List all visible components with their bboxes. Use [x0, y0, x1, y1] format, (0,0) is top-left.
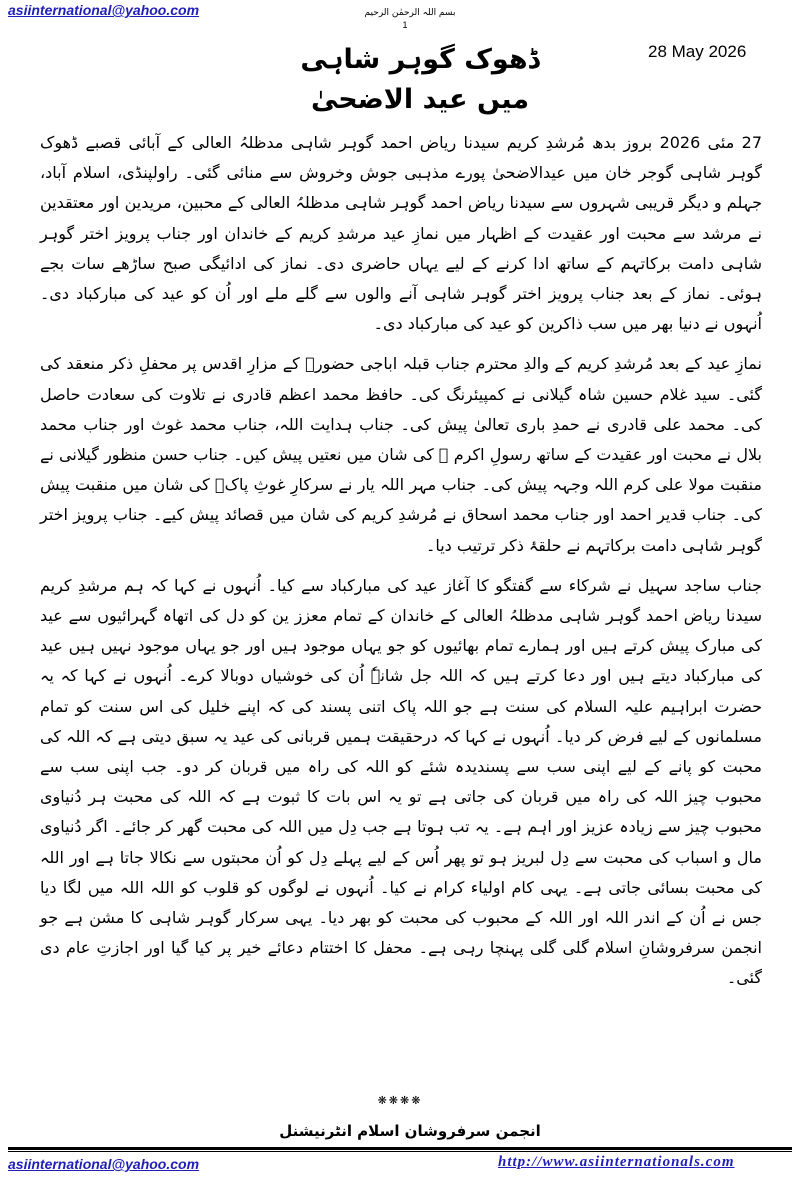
paragraph-speech: جناب ساجد سہیل نے شرکاء سے گفتگو کا آغاز عید کی مبارکباد سے کیا۔ اُنہوں نے کہا کہ ہم مرشدِ کریم سیدنا ریاض احمد گوہر شاہی مدظلہُ العالی کے خاندان کے تمام معزز ین کو دل کی اتھاہ گہرائیوں سے عید کی مبارک پیش کرتے ہیں اور ہمارے تمام بھائیوں کو جو یہاں موجود ہیں اور جو یہاں موجود نہیں ہیں عید کی مبارکباد دیتے ہیں اور دعا کرتے ہیں کہ اللہ جل شانہٗ اُن کی خوشیاں دوبالا کرے۔ اُنہوں نے کہا کہ یہ حضرت ابراہیم علیہ السلام کی سنت ہے جو اللہ پاک اتنی پسند کی کہ اپنے خلیل کی اس سنت کو تمام مسلمانوں کے لیے فرض کر دیا۔ اُنہوں نے کہا کہ درحقیقت ہمیں قربانی کی عید یہ سبق دیتی ہے کہ اللہ کی محبت کو پانے کے لیے اپنی سب سے پسندیدہ شئے کو اللہ کی راہ میں قربان کر دو۔ جب اپنی سب سے محبوب چیز اللہ کی راہ میں قربان کی جاتی ہے تو یہ اس بات کا ثبوت ہے کہ اللہ کی محبت ہر دُنیاوی محبوب چیز سے زیادہ عزیز اور اہم ہے۔ یہ تب ہوتا ہے جب دِل میں اللہ کی محبت گھر کر جائے۔ اگر دُنیاوی مال و اسباب کی محبت سے دِل لبریز ہو تو پھر اُس کے لیے پہلے دِل کو اُن محبتوں سے نکالا جاتا ہے اور اللہ کی محبت بسائی جاتی ہے۔ یہی کام اولیاء کرام نے کیا۔ اُنہوں نے لوگوں کو قلوب کو اللہ اللہ میں لگا دیا جس نے اُن کے اندر اللہ اور اللہ کے محبوب کی محبت کو بھر دیا۔ یہی سرکار گوہر شاہی کا مشن ہے جو انجمن سرفروشانِ اسلام گلی گلی پہنچا رہی ہے۔ محفل کا اختتام دعائے خیر پر کیا گیا اور اجازتِ عام دی گئی۔ [40, 575, 763, 988]
article-date: 28 May 2026 [648, 42, 747, 61]
paragraph-zikr-gathering: نمازِ عید کے بعد مُرشدِ کریم کے والدِ محترم جناب قبلہ اباجی حضورؒ کے مزارِ اقدس پر محفلِ ذکر منعقد کی گئی۔ سید غلام حسین شاہ گیلانی نے کمپیئرنگ کی۔ حافظ محمد اعظم قادری نے تلاوت کی سعادت حاصل کی۔ محمد علی قادری نے حمدِ باری تعالیٰ پیش کی۔ جناب ہدایت اللہ، جناب محمد غوث اور جناب محمد بلال نے محبت اور عقیدت کے ساتھ رسولِ اکرم ﷺ کی شان میں نعتیں پیش کیں۔ جناب حسن منظور گیلانی نے منقبت مولا علی کرم اللہ وجہہ پیش کی۔ جناب مہر اللہ یار نے سرکارِ غوثِ پاکؓ کی شان میں منقبت پیش کی۔ جناب قدیر احمد اور جناب محمد اسحاق نے مُرشدِ کریم کی شان میں قصائد پیش کیے۔ جناب پرویز اختر گوہر شاہی دامت برکاتہم نے حلقۂ ذکر ترتیب دیا۔ [40, 354, 762, 555]
decorative-stars: ❋❋❋❋ [377, 1094, 423, 1107]
paragraph-eid-prayer: 27 مئی 2026 بروز بدھ مُرشدِ کریم سیدنا ریاض احمد گوہر شاہی مدظلہُ العالی کے آبائی قصبے ڈھوک گوہر شاہی گوجر خان میں عیدالاضحیٰ پورے مذہبی جوش وخروش سے منائی گئی۔ راولپنڈی، اسلام آباد، جہلم و دیگر قریبی شہروں سے سیدنا ریاض احمد گوہر شاہی مدظلہُ العالی کے محبین، مریدین اور معتقدین نے مرشد سے محبت اور عقیدت کے اظہار میں نمازِ عید مرشدِ کریم کے خاندان اور جناب پرویز اختر گوہر شاہی دامت برکاتہم کے ساتھ ادا کرنے کے لیے یہاں حاضری دی۔ نماز کی ادائیگی صبح ساڑھے سات بجے ہوئی۔ نماز کے بعد جناب پرویز اختر گوہر شاہی آنے والوں سے گلے ملے اور اُن کو عید کی مبارکباد دی۔ اُنہوں نے دنیا بھر میں سب ذاکرین کو عید کی مبارکباد دی۔ [40, 133, 763, 334]
footer-divider-thin [8, 1151, 792, 1152]
page-title: ڈھوک گوہر شاہی میں عید الاضحیٰ [300, 44, 540, 115]
organization-name: انجمن سرفروشان اسلام انٹرنیشنل [279, 1122, 541, 1140]
footer-divider-thick [8, 1147, 792, 1150]
header-email-link[interactable]: asiinternational@yahoo.com [8, 2, 200, 18]
footer-website-link[interactable]: http://www.asiinternationals.com [498, 1154, 735, 1170]
page-number: 1 [402, 20, 408, 30]
footer-email-link[interactable]: asiinternational@yahoo.com [8, 1156, 200, 1172]
bismillah-heading: بسم اللہ الرحمٰن الرحیم [364, 8, 456, 18]
article-body [40, 128, 762, 1004]
